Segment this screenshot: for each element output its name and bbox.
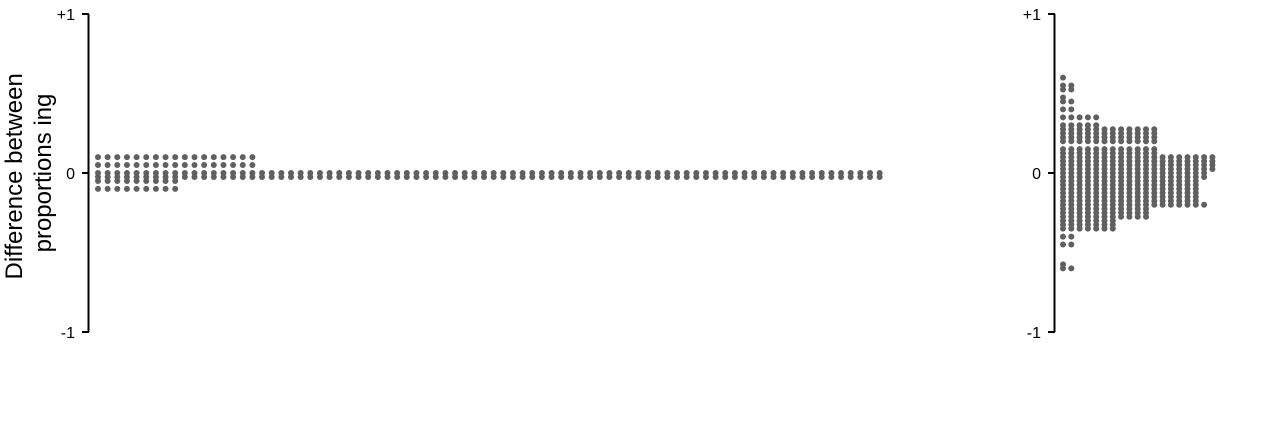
- left-dot-r3-14: [230, 174, 236, 180]
- left-dot-r5-3: [124, 186, 130, 192]
- right-dot-series: [1060, 75, 1215, 272]
- left-dot-r3-26: [346, 174, 352, 180]
- left-dot-r0-13: [220, 154, 226, 160]
- right-dot-r32-0: [1060, 226, 1066, 232]
- right-dot-r32-2: [1077, 226, 1083, 232]
- right-dot-r0-0: [1060, 75, 1066, 81]
- right-dot-r11-9: [1135, 138, 1141, 144]
- right-dot-r32-6: [1110, 226, 1116, 232]
- left-dot-r3-67: [742, 174, 748, 180]
- left-dot-r0-1: [105, 154, 111, 160]
- left-dot-r3-76: [828, 174, 834, 180]
- left-panel: [57, 7, 883, 342]
- left-dot-r3-41: [491, 174, 497, 180]
- left-dot-r5-4: [134, 186, 140, 192]
- right-y-tick-label-bottom: -1: [1026, 325, 1041, 342]
- left-dot-r4-3: [124, 178, 130, 184]
- left-dot-r5-8: [172, 186, 178, 192]
- left-dot-r3-71: [780, 174, 786, 180]
- left-dot-r0-15: [240, 154, 246, 160]
- left-dot-r3-19: [278, 174, 284, 180]
- left-dot-r3-13: [220, 174, 226, 180]
- right-dot-r6-0: [1060, 114, 1066, 120]
- left-dot-r3-25: [336, 174, 342, 180]
- left-dot-r3-55: [626, 174, 632, 180]
- left-dot-r3-32: [404, 174, 410, 180]
- left-dot-r5-2: [114, 186, 120, 192]
- right-dot-r6-3: [1085, 114, 1091, 120]
- left-dot-r3-59: [664, 174, 670, 180]
- left-y-tick-label-bottom: -1: [60, 325, 75, 342]
- right-dot-r11-5: [1102, 138, 1108, 144]
- left-dot-r3-45: [529, 174, 535, 180]
- right-dot-r11-6: [1110, 138, 1116, 144]
- left-dot-r0-6: [153, 154, 159, 160]
- right-dot-r29-9: [1135, 214, 1141, 220]
- right-dot-r4-0: [1060, 98, 1066, 104]
- left-dot-r3-75: [819, 174, 825, 180]
- right-dot-r29-10: [1143, 214, 1149, 220]
- left-dot-r3-17: [259, 174, 265, 180]
- right-dot-r36-0: [1060, 265, 1066, 271]
- right-dot-r2-0: [1060, 87, 1066, 93]
- left-dot-r0-14: [230, 154, 236, 160]
- right-dot-r26-12: [1160, 202, 1166, 208]
- right-dot-r26-11: [1151, 202, 1157, 208]
- left-dot-r4-1: [105, 178, 111, 184]
- left-dot-r1-8: [172, 162, 178, 168]
- right-dot-r6-4: [1093, 114, 1099, 120]
- left-dot-r0-12: [211, 154, 217, 160]
- left-dot-r3-73: [799, 174, 805, 180]
- right-dot-r6-2: [1077, 114, 1083, 120]
- y-axis-title-line-2: proportions ing: [30, 93, 57, 253]
- right-dot-r26-16: [1193, 202, 1199, 208]
- left-dot-series: [95, 154, 883, 192]
- left-dot-r1-14: [230, 162, 236, 168]
- left-y-tick-label-zero: 0: [66, 166, 75, 183]
- left-dot-r3-46: [539, 174, 545, 180]
- right-dot-r36-1: [1068, 265, 1074, 271]
- left-dot-r3-39: [471, 174, 477, 180]
- right-dot-r29-7: [1118, 214, 1124, 220]
- right-dot-r2-1: [1068, 87, 1074, 93]
- left-dot-r1-6: [153, 162, 159, 168]
- left-dot-r3-18: [269, 174, 275, 180]
- right-dot-r4-1: [1068, 98, 1074, 104]
- left-dot-r1-11: [201, 162, 207, 168]
- right-y-tick-label-zero: 0: [1032, 166, 1041, 183]
- right-dot-r11-3: [1085, 138, 1091, 144]
- left-dot-r0-2: [114, 154, 120, 160]
- left-dot-r4-5: [143, 178, 149, 184]
- left-dot-r1-0: [95, 162, 101, 168]
- left-dot-r1-5: [143, 162, 149, 168]
- left-dot-r1-3: [124, 162, 130, 168]
- left-dot-r1-13: [220, 162, 226, 168]
- left-dot-r0-3: [124, 154, 130, 160]
- left-dot-r3-64: [713, 174, 719, 180]
- left-dot-r3-31: [394, 174, 400, 180]
- left-dot-r3-65: [722, 174, 728, 180]
- left-dot-r0-10: [192, 154, 198, 160]
- left-dot-r3-47: [549, 174, 555, 180]
- right-dot-r33-1: [1068, 234, 1074, 240]
- left-dot-r3-22: [307, 174, 313, 180]
- left-dot-r4-4: [134, 178, 140, 184]
- left-dot-r3-53: [606, 174, 612, 180]
- right-dot-r11-7: [1118, 138, 1124, 144]
- left-dot-r5-6: [153, 186, 159, 192]
- left-dot-r3-12: [211, 174, 217, 180]
- left-dot-r3-34: [423, 174, 429, 180]
- right-dot-r5-1: [1068, 106, 1074, 112]
- left-dot-r3-81: [877, 174, 883, 180]
- left-dot-r0-9: [182, 154, 188, 160]
- left-dot-r3-54: [616, 174, 622, 180]
- left-dot-r3-49: [568, 174, 574, 180]
- left-dot-r3-52: [597, 174, 603, 180]
- left-dot-r4-7: [163, 178, 169, 184]
- left-dot-r1-10: [192, 162, 198, 168]
- left-dot-r3-70: [771, 174, 777, 180]
- left-dot-r3-79: [857, 174, 863, 180]
- left-dot-r5-5: [143, 186, 149, 192]
- left-dot-r3-60: [674, 174, 680, 180]
- left-dot-r3-37: [452, 174, 458, 180]
- left-dot-r3-62: [693, 174, 699, 180]
- left-dot-r3-69: [761, 174, 767, 180]
- left-dot-r3-36: [442, 174, 448, 180]
- right-dot-r32-1: [1068, 226, 1074, 232]
- left-dot-r3-27: [356, 174, 362, 180]
- right-dot-r26-15: [1185, 202, 1191, 208]
- right-dot-r6-1: [1068, 114, 1074, 120]
- left-y-tick-label-top: +1: [56, 7, 75, 24]
- right-dot-r5-0: [1060, 106, 1066, 112]
- left-dot-r5-7: [163, 186, 169, 192]
- right-dot-r19-17: [1201, 174, 1207, 180]
- left-dot-r0-16: [249, 154, 255, 160]
- left-dot-r3-56: [635, 174, 641, 180]
- left-dot-r0-0: [95, 154, 101, 160]
- left-dot-r3-28: [365, 174, 371, 180]
- right-dot-r11-2: [1077, 138, 1083, 144]
- left-dot-r4-2: [114, 178, 120, 184]
- right-dot-r32-5: [1102, 226, 1108, 232]
- right-dot-r34-1: [1068, 242, 1074, 248]
- right-dot-r11-0: [1060, 138, 1066, 144]
- left-dot-r1-2: [114, 162, 120, 168]
- left-dot-r3-48: [558, 174, 564, 180]
- left-dot-r3-74: [809, 174, 815, 180]
- left-dot-r3-21: [298, 174, 304, 180]
- left-dot-r3-38: [462, 174, 468, 180]
- left-dot-r4-6: [153, 178, 159, 184]
- left-dot-r3-58: [655, 174, 661, 180]
- left-dot-r0-5: [143, 154, 149, 160]
- left-dot-r3-44: [520, 174, 526, 180]
- left-dot-r3-24: [327, 174, 333, 180]
- right-panel: [1023, 7, 1216, 342]
- left-dot-r3-15: [240, 174, 246, 180]
- left-dot-r3-43: [510, 174, 516, 180]
- left-dot-r3-77: [838, 174, 844, 180]
- y-axis-title: [1, 66, 57, 279]
- left-dot-r1-9: [182, 162, 188, 168]
- right-dot-r32-3: [1085, 226, 1091, 232]
- right-dot-r11-10: [1143, 138, 1149, 144]
- right-dot-r11-11: [1151, 138, 1157, 144]
- left-dot-r0-11: [201, 154, 207, 160]
- left-dot-r3-66: [732, 174, 738, 180]
- left-dot-r3-40: [481, 174, 487, 180]
- left-dot-r3-16: [249, 174, 255, 180]
- left-dot-r3-68: [751, 174, 757, 180]
- left-dot-r3-63: [703, 174, 709, 180]
- left-dot-r1-12: [211, 162, 217, 168]
- right-dot-r32-4: [1093, 226, 1099, 232]
- right-dot-r11-1: [1068, 138, 1074, 144]
- left-dot-r5-1: [105, 186, 111, 192]
- left-dot-r5-0: [95, 186, 101, 192]
- left-dot-r1-1: [105, 162, 111, 168]
- left-dot-r3-9: [182, 174, 188, 180]
- left-dot-r3-33: [413, 174, 419, 180]
- left-dot-r1-16: [249, 162, 255, 168]
- left-dot-r3-30: [385, 174, 391, 180]
- left-dot-r0-7: [163, 154, 169, 160]
- right-dot-r26-14: [1176, 202, 1182, 208]
- left-dot-r3-78: [848, 174, 854, 180]
- left-dot-r4-8: [172, 178, 178, 184]
- left-dot-r3-51: [587, 174, 593, 180]
- right-y-tick-label-top: +1: [1022, 7, 1041, 24]
- right-dot-r29-8: [1126, 214, 1132, 220]
- right-dot-r33-0: [1060, 234, 1066, 240]
- left-dot-r3-11: [201, 174, 207, 180]
- left-dot-r0-4: [134, 154, 140, 160]
- left-dot-r3-50: [578, 174, 584, 180]
- y-axis-title-line-1: Difference between: [1, 73, 28, 280]
- left-dot-r3-20: [288, 174, 294, 180]
- left-dot-r3-57: [645, 174, 651, 180]
- right-dot-r34-0: [1060, 242, 1066, 248]
- right-dot-r26-17: [1201, 202, 1207, 208]
- left-dot-r3-80: [867, 174, 873, 180]
- left-dot-r3-72: [790, 174, 796, 180]
- left-dot-r1-4: [134, 162, 140, 168]
- left-dot-r3-61: [684, 174, 690, 180]
- left-dot-r4-0: [95, 178, 101, 184]
- left-dot-r3-10: [192, 174, 198, 180]
- right-dot-r11-4: [1093, 138, 1099, 144]
- left-dot-r0-8: [172, 154, 178, 160]
- left-dot-r1-15: [240, 162, 246, 168]
- left-dot-r3-35: [433, 174, 439, 180]
- left-dot-r3-29: [375, 174, 381, 180]
- right-dot-r17-18: [1209, 166, 1215, 172]
- left-dot-r3-23: [317, 174, 323, 180]
- left-dot-r3-42: [500, 174, 506, 180]
- right-dot-r11-8: [1126, 138, 1132, 144]
- right-dot-r26-13: [1168, 202, 1174, 208]
- left-dot-r1-7: [163, 162, 169, 168]
